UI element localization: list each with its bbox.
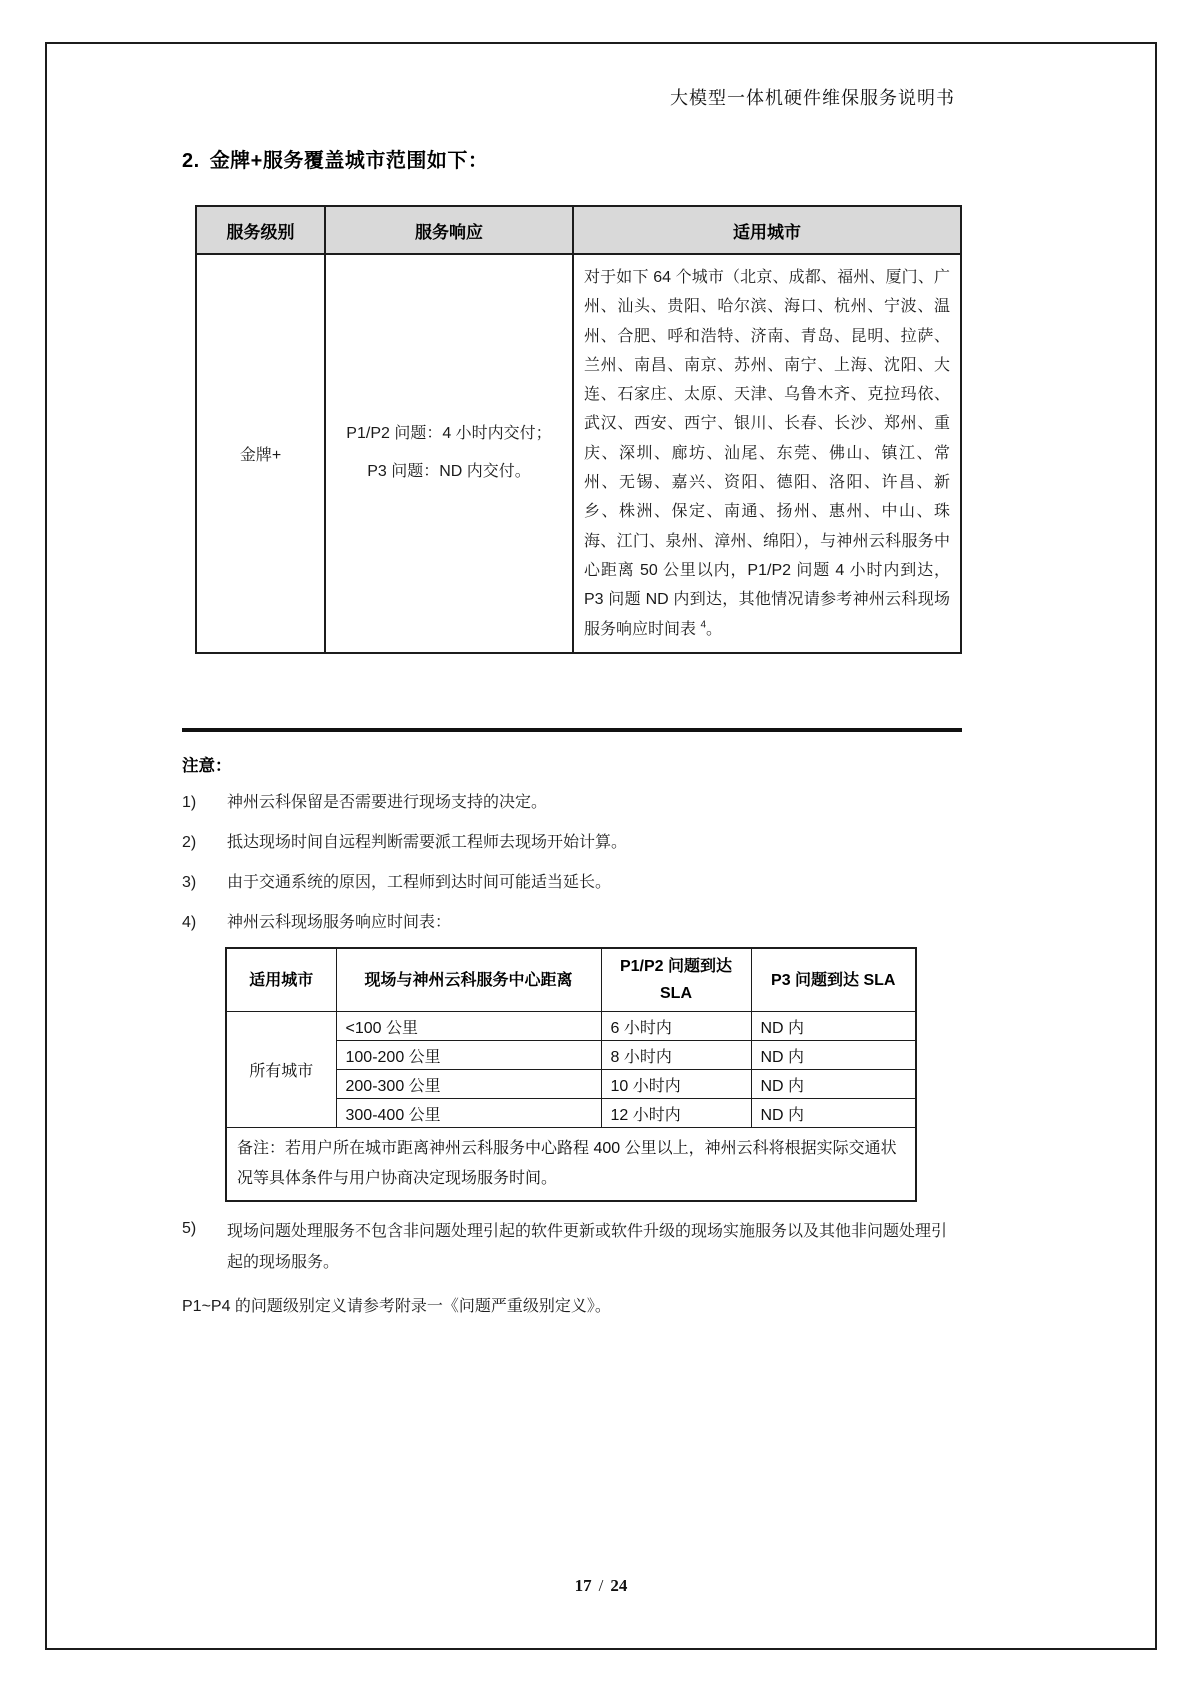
note-number: 1) <box>182 793 197 811</box>
table-header-row <box>196 206 961 254</box>
t2-header-distance: 现场与神州云科服务中心距离 <box>336 948 601 1012</box>
distance-cell: <100 公里 <box>336 1012 601 1041</box>
page-border <box>45 42 1157 1650</box>
note-item-4 <box>182 910 962 936</box>
closing-paragraph: P1~P4 的问题级别定义请参考附录一《问题严重级别定义》。 <box>182 1298 611 1316</box>
city-scope-cell: 所有城市 <box>226 1012 336 1128</box>
section-heading <box>182 144 962 173</box>
t2-header-p12-sla: P1/P2 问题到达 SLA <box>601 948 751 1012</box>
notes-label: 注意： <box>182 756 232 775</box>
note-number: 3) <box>182 873 197 891</box>
page-content <box>182 144 962 1320</box>
gold-plus-coverage-table <box>195 205 962 654</box>
page-number-separator: / <box>598 1576 604 1595</box>
service-response-cell <box>325 254 573 653</box>
note-text: 抵达现场时间自远程判断需要派工程师去现场开始计算。 <box>227 833 628 851</box>
note-item-3 <box>182 870 962 896</box>
section-title: 金牌+服务覆盖城市范围如下： <box>209 150 489 172</box>
note-text: 由于交通系统的原因，工程师到达时间可能适当延长。 <box>227 873 612 891</box>
t1-header-service-level: 服务级别 <box>196 206 325 254</box>
p12-sla-cell: 8 小时内 <box>601 1041 751 1070</box>
table-row <box>196 254 961 653</box>
response-line-2: P3 问题：ND 内交付。 <box>367 463 531 481</box>
table-row <box>226 1012 916 1041</box>
footnote-reference: 4 <box>700 619 707 631</box>
p3-sla-cell: ND 内 <box>751 1099 916 1128</box>
note-number: 5) <box>182 1220 197 1238</box>
note-item-5 <box>182 1216 962 1278</box>
current-page-number: 17 <box>574 1576 592 1595</box>
service-level-cell: 金牌+ <box>196 254 325 653</box>
t1-header-applicable-cities: 适用城市 <box>573 206 961 254</box>
table-remark-row <box>226 1128 916 1202</box>
p3-sla-cell: ND 内 <box>751 1041 916 1070</box>
t2-header-p3-sla: P3 问题到达 SLA <box>751 948 916 1012</box>
t2-header-applicable-cities: 适用城市 <box>226 948 336 1012</box>
distance-cell: 300-400 公里 <box>336 1099 601 1128</box>
note-number: 4) <box>182 913 197 931</box>
onsite-response-time-table <box>225 947 917 1203</box>
table-header-row <box>226 948 916 1012</box>
applicable-cities-cell <box>573 254 961 653</box>
note-item-1 <box>182 790 962 816</box>
section-divider <box>182 728 962 732</box>
section-number: 2. <box>182 150 200 172</box>
p3-sla-cell: ND 内 <box>751 1070 916 1099</box>
t1-header-service-response: 服务响应 <box>325 206 573 254</box>
total-page-number: 24 <box>610 1576 628 1595</box>
p12-sla-cell: 6 小时内 <box>601 1012 751 1041</box>
cities-text-end: 。 <box>706 620 723 638</box>
note-item-2 <box>182 830 962 856</box>
note-text: 神州云科现场服务响应时间表： <box>227 913 452 931</box>
p3-sla-cell: ND 内 <box>751 1012 916 1041</box>
p12-sla-cell: 12 小时内 <box>601 1099 751 1128</box>
remark-cell: 备注：若用户所在城市距离神州云科服务中心路程 400 公里以上，神州云科将根据实际交通状况等具体条件与用户协商决定现场服务时间。 <box>226 1128 916 1202</box>
note-text: 神州云科保留是否需要进行现场支持的决定。 <box>227 793 548 811</box>
cities-text: 对于如下 64 个城市（北京、成都、福州、厦门、广州、汕头、贵阳、哈尔滨、海口、杭州、宁波、温州、合肥、呼和浩特、济南、青岛、昆明、拉萨、兰州、南昌、南京、苏州、南宁、上海、沈阳、大连、石家庄、太原、天津、乌鲁木齐、克拉玛依、武汉、西安、西宁、银川、长春、长沙、郑州、重庆、深圳、廊坊、汕尾、东莞、佛山、镇江、常州、无锡、嘉兴、资阳、德阳、洛阳、许昌、新乡、株洲、保定、南通、扬州、惠州、中山、珠海、江门、泉州、漳州、绵阳），与神州云科服务中心距离 50 公里以内，P1/P2 问题 4 小时内到达，P3 问题 ND 内到达，其他情况请参考神州云科现场服务响应时间表 <box>584 269 950 638</box>
p12-sla-cell: 10 小时内 <box>601 1070 751 1099</box>
document-header-title: 大模型一体机硬件维保服务说明书 <box>670 88 955 108</box>
note-number: 2) <box>182 833 197 851</box>
distance-cell: 200-300 公里 <box>336 1070 601 1099</box>
page-number-footer <box>47 1576 1155 1596</box>
response-line-1: P1/P2 问题：4 小时内交付； <box>346 425 552 443</box>
distance-cell: 100-200 公里 <box>336 1041 601 1070</box>
note-text: 现场问题处理服务不包含非问题处理引起的软件更新或软件升级的现场实施服务以及其他非问题处理引起的现场服务。 <box>227 1223 948 1272</box>
